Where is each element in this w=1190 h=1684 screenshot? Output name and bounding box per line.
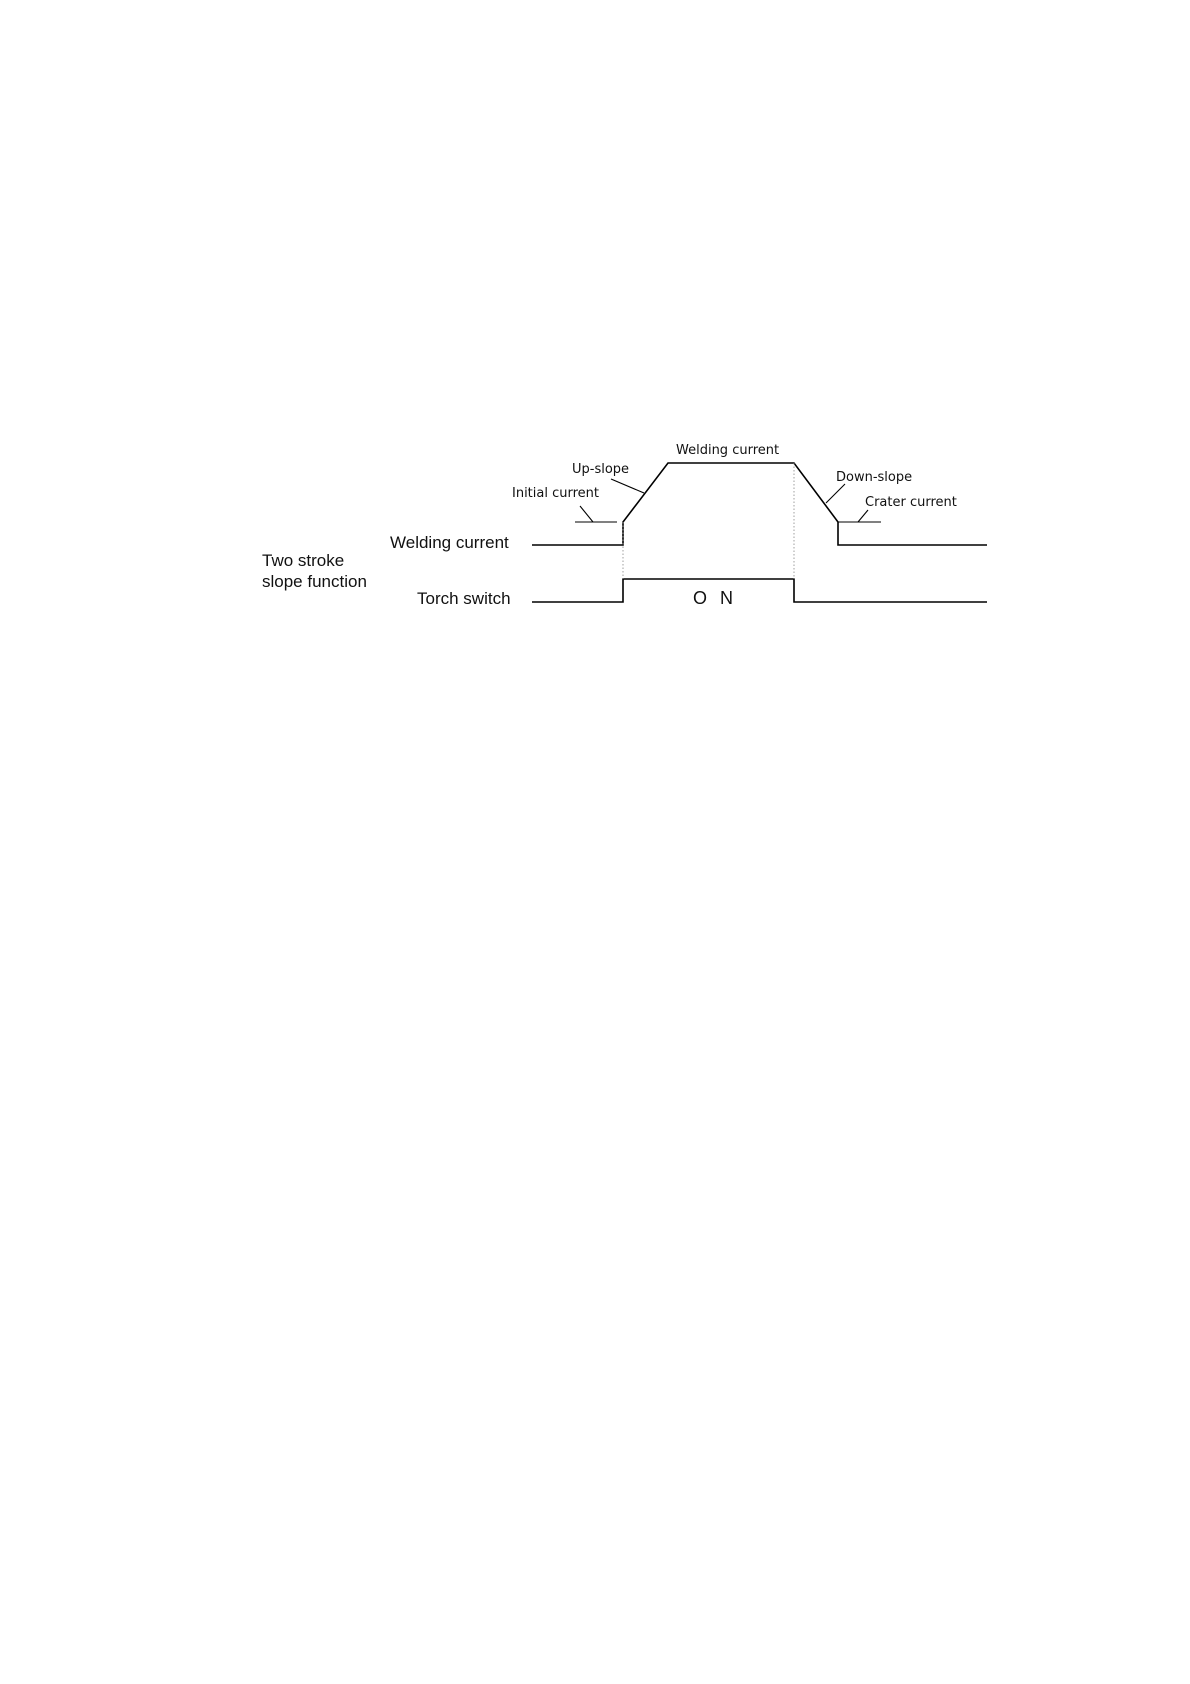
annotation-crater-current: Crater current (865, 495, 957, 510)
diagram-title-line1: Two stroke (262, 551, 345, 570)
torch-switch-waveform (532, 579, 987, 602)
up-slope-leader (611, 479, 644, 493)
down-slope-leader (826, 484, 845, 503)
annotation-welding-current: Welding current (676, 443, 780, 458)
row-label-welding-current: Welding current (390, 533, 509, 552)
annotation-initial-current: Initial current (512, 486, 600, 501)
initial-current-leader (580, 506, 593, 522)
crater-current-leader (858, 510, 868, 522)
diagram-title-line2: slope function (262, 572, 367, 591)
annotation-up-slope: Up-slope (572, 462, 630, 477)
annotation-down-slope: Down-slope (836, 470, 913, 485)
row-label-torch-switch: Torch switch (417, 589, 511, 608)
torch-on-label: O N (693, 588, 738, 608)
